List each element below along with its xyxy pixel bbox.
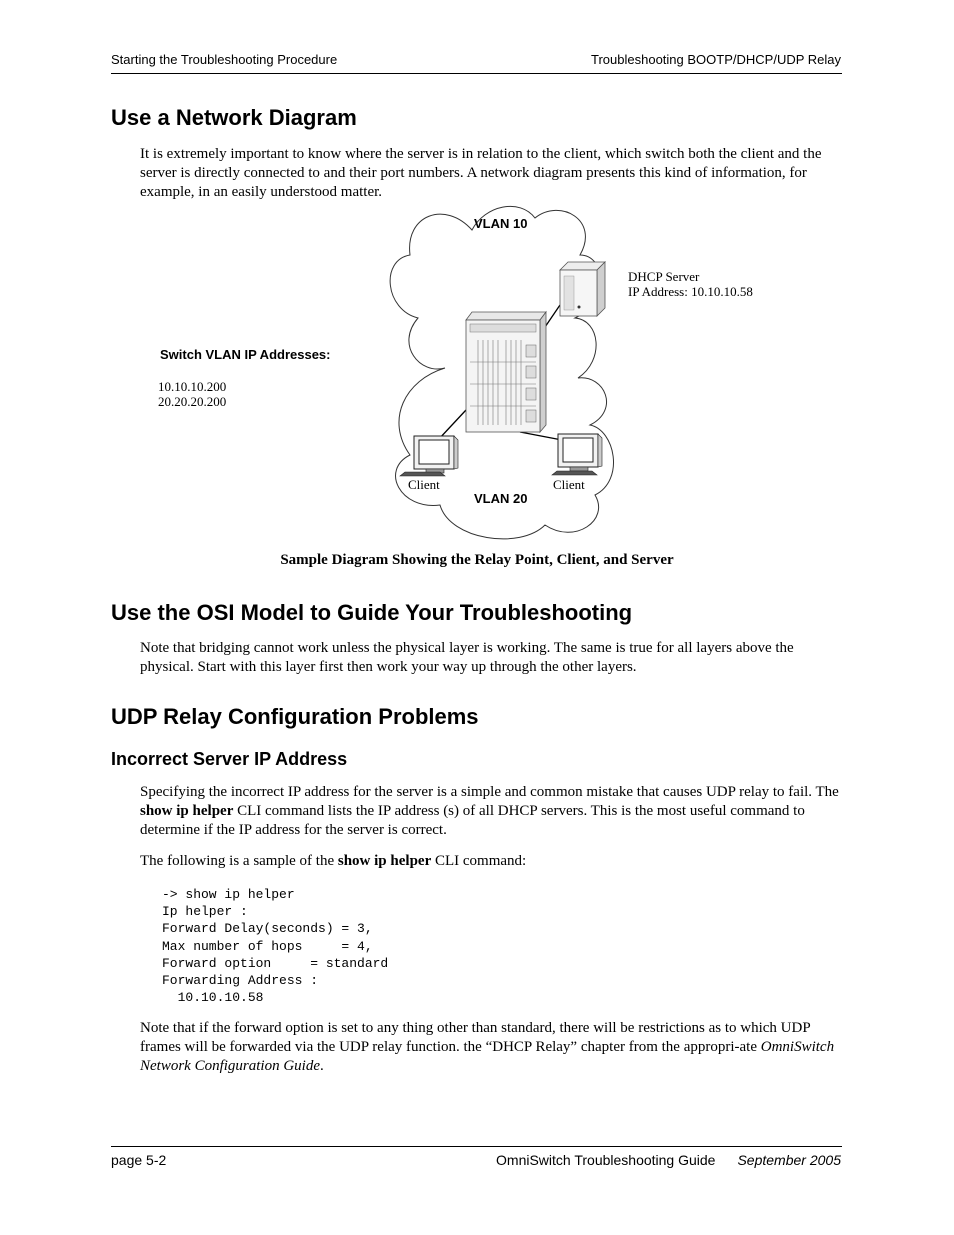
code-line: Forward option = standard [162,955,389,971]
switch-chassis [466,312,546,432]
guide-title: OmniSwitch Network Configuration Guide [140,1039,835,1074]
command-name: show ip helper [337,853,432,869]
switch-ip-2: 20.20.20.200 [158,394,227,409]
footer-date: September 2005 [737,1152,841,1168]
footer-guide-title: OmniSwitch Troubleshooting Guide [496,1152,716,1168]
running-header-right: Troubleshooting BOOTP/DHCP/UDP Relay [591,52,841,67]
code-line: -> show ip helper [162,887,295,902]
server-ip-label: IP Address: 10.10.10.58 [628,284,753,299]
incorrect-ip-paragraph [140,783,840,840]
text-run: The following is a sample of the [140,853,338,869]
code-line: 10.10.10.58 [162,990,264,1006]
switch-ip-1: 10.10.10.200 [158,379,227,394]
network-diagram-paragraph: It is extremely important to know where the server is in relation to the client, which switch both the client and the server is directly connected to and their port numbers. A network diagram presents this kind of information, for example, in an easily understood matter. [140,146,822,200]
footer-right [496,1152,841,1168]
text-run: CLI command lists the IP address (s) of all DHCP servers. This is the most useful command to determine if the IP address for the server is correct. [140,803,805,838]
section-title-udp-relay: UDP Relay Configuration Problems [111,704,479,729]
server-name-label: DHCP Server [628,269,700,284]
text-run: CLI command: [431,853,527,869]
code-line: Forwarding Address : [162,973,319,989]
section-title-osi-model: Use the OSI Model to Guide Your Troubleshooting [111,600,633,625]
client-right-label: Client [553,477,585,492]
code-line: Max number of hops = 4, [162,938,373,954]
diagram-caption: Sample Diagram Showing the Relay Point, Client, and Server [280,552,674,568]
dhcp-server-tower [560,262,605,316]
text-run: Note that if the forward option is set to any thing other than standard, there will be restrictions as to which UDP frames will be forwarded via the UDP relay function. the “DHCP Relay” chapter from the appropri-ate [140,1020,811,1055]
subsection-title-incorrect-server-ip: Incorrect Server IP Address [111,749,348,769]
section-title-network-diagram: Use a Network Diagram [111,105,357,130]
text-run: Specifying the incorrect IP address for the server is a simple and common mistake that causes UDP relay to fail. The [140,784,839,800]
code-line: Forward Delay(seconds) = 3, [162,921,373,937]
text-run: . [320,1058,324,1074]
header-rule [111,73,842,74]
osi-model-paragraph: Note that bridging cannot work unless the physical layer is working. The same is true for all layers above the physical. Start with this layer first then work your way up through the other layers. [140,640,794,675]
vlan-20-label: VLAN 20 [474,491,528,506]
page-number: page 5-2 [111,1152,167,1168]
sample-intro-paragraph [140,852,840,871]
switch-ip-heading: Switch VLAN IP Addresses: [160,347,331,362]
network-diagram [150,205,850,550]
cli-output-block [162,886,388,1006]
footer-rule [111,1146,842,1147]
vlan-10-label: VLAN 10 [474,216,528,231]
command-name: show ip helper [140,803,234,819]
forward-option-paragraph [140,1019,840,1076]
running-header-left: Starting the Troubleshooting Procedure [111,52,338,67]
client-left-label: Client [408,477,440,492]
code-line: Ip helper : [162,904,248,920]
